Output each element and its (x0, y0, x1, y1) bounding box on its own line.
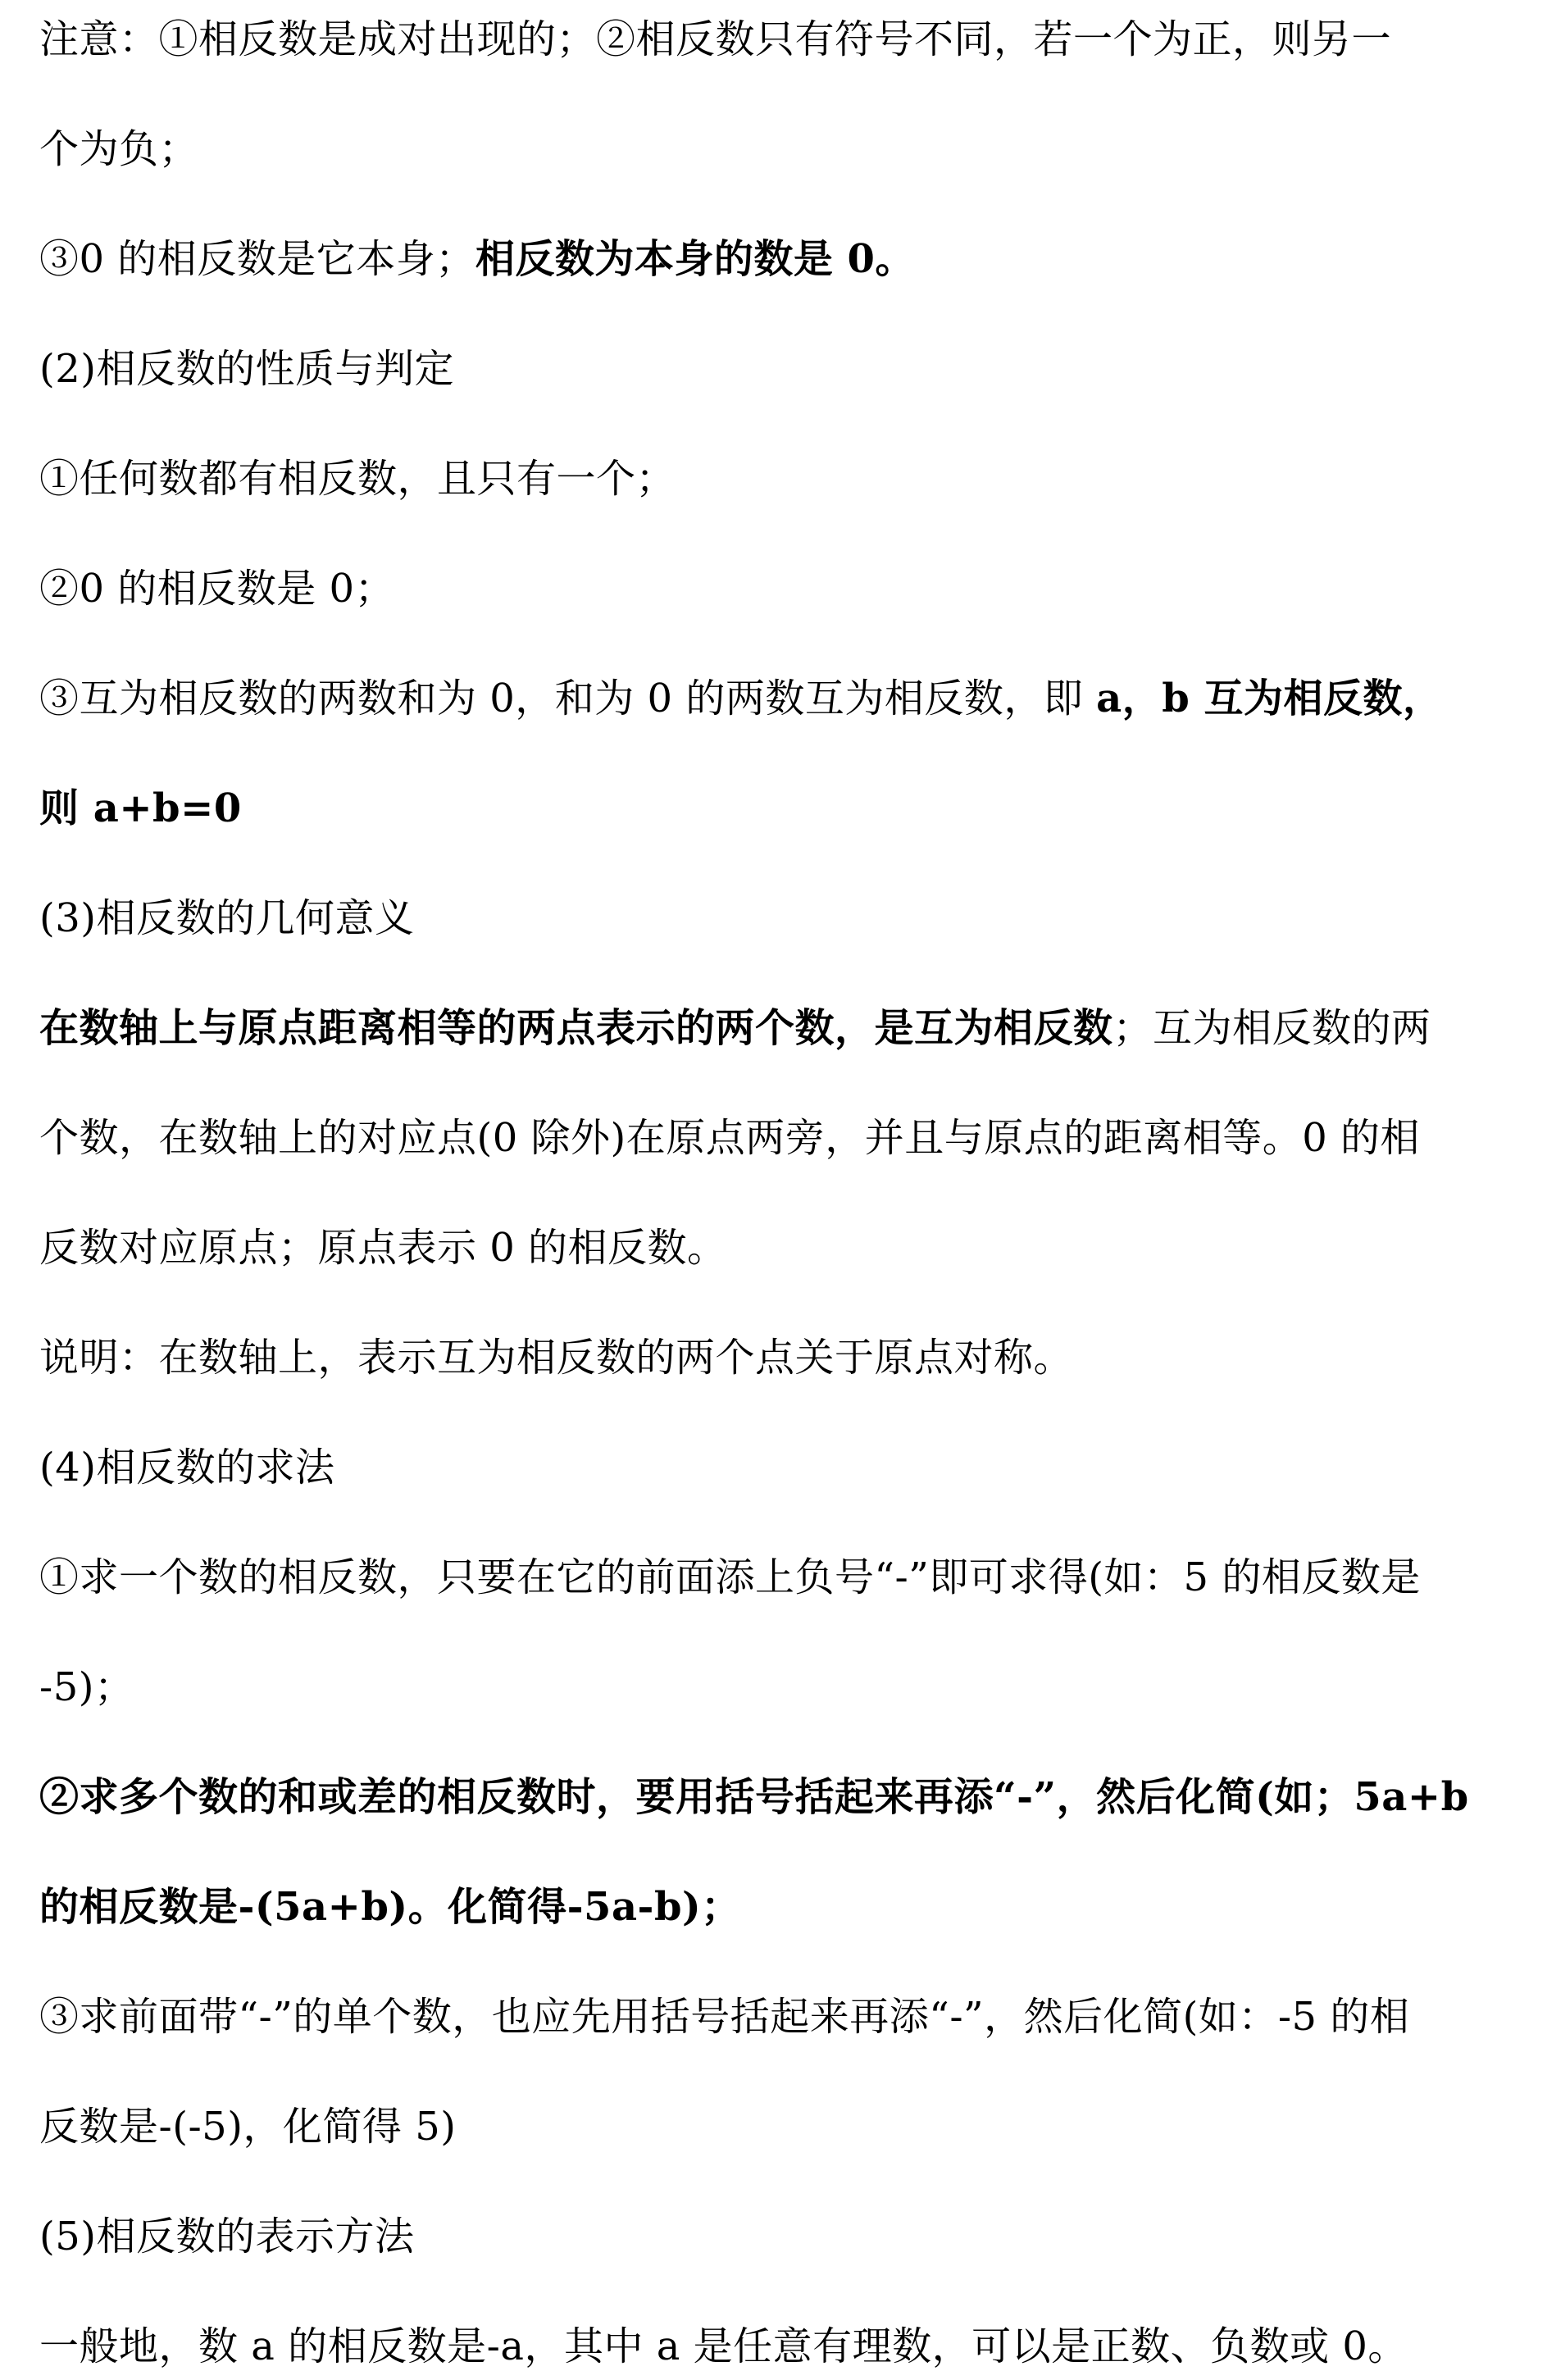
text-line (39, 2322, 1507, 2371)
text-span: 反数是-(-5)，化简得 5) (39, 2104, 457, 2150)
text-line (39, 454, 1507, 503)
text-line (39, 1772, 1507, 1822)
text-span: ③0 的相反数是它本身； (39, 236, 475, 282)
text-span-bold: 的相反数是-(5a+b)。化简得-5a-b)； (39, 1884, 741, 1930)
text-span: ②0 的相反数是 0； (39, 566, 395, 612)
text-span: -5)； (39, 1664, 134, 1710)
text-span: ；互为相反数的两 (1112, 1005, 1431, 1051)
text-span: 说明：在数轴上，表示互为相反数的两个点关于原点对称。 (39, 1335, 1074, 1381)
text-line (39, 564, 1507, 613)
text-span-bold: 相反数为本身的数是 0。 (475, 236, 915, 282)
text-line (39, 2102, 1507, 2151)
text-span: ③求前面带“-”的单个数，也应先用括号括起来再添“-”，然后化简(如：-5 的相 (39, 1994, 1410, 2040)
text-span: 反数对应原点；原点表示 0 的相反数。 (39, 1225, 727, 1271)
text-span: 一般地，数 a 的相反数是-a，其中 a 是任意有理数，可以是正数、负数或 0。 (39, 2323, 1408, 2369)
text-line (39, 1333, 1507, 1382)
text-line (39, 1553, 1507, 1602)
text-line (39, 1992, 1507, 2041)
text-line (39, 234, 1507, 284)
text-span: ①求一个数的相反数，只要在它的前面添上负号“-”即可求得(如：5 的相反数是 (39, 1554, 1421, 1600)
text-line (39, 125, 1507, 174)
text-span-bold: a，b 互为相反数， (1096, 676, 1443, 721)
text-span-bold: ②求多个数的和或差的相反数时，要用括号括起来再添“-”，然后化简(如；5a+b (39, 1774, 1469, 1820)
text-span: (3)相反数的几何意义 (39, 895, 415, 941)
text-span: 个数，在数轴上的对应点(0 除外)在原点两旁，并且与原点的距离相等。0 的相 (39, 1115, 1421, 1161)
text-line (39, 1443, 1507, 1492)
text-span: ③互为相反数的两数和为 0，和为 0 的两数互为相反数，即 (39, 676, 1097, 721)
text-line (39, 1663, 1507, 1712)
text-line (39, 1882, 1507, 1932)
text-line (39, 344, 1507, 394)
text-span-bold: 则 a+b=0 (39, 785, 242, 831)
text-line (39, 1113, 1507, 1163)
text-span: (2)相反数的性质与判定 (39, 346, 454, 392)
text-span: 个为负； (39, 126, 199, 172)
text-line (39, 674, 1507, 723)
text-span-bold: 在数轴上与原点距离相等的两点表示的两个数，是互为相反数 (39, 1005, 1113, 1051)
text-line (39, 1223, 1507, 1272)
text-span: 注意：①相反数是成对出现的；②相反数只有符号不同，若一个为正，则另一 (39, 16, 1392, 62)
text-line (39, 15, 1507, 64)
text-span: (4)相反数的求法 (39, 1445, 335, 1490)
text-line (39, 894, 1507, 943)
text-line (39, 2212, 1507, 2261)
text-line (39, 784, 1507, 833)
text-span: (5)相反数的表示方法 (39, 2214, 415, 2259)
text-span: ①任何数都有相反数，且只有一个； (39, 456, 676, 502)
text-line (39, 1003, 1507, 1053)
